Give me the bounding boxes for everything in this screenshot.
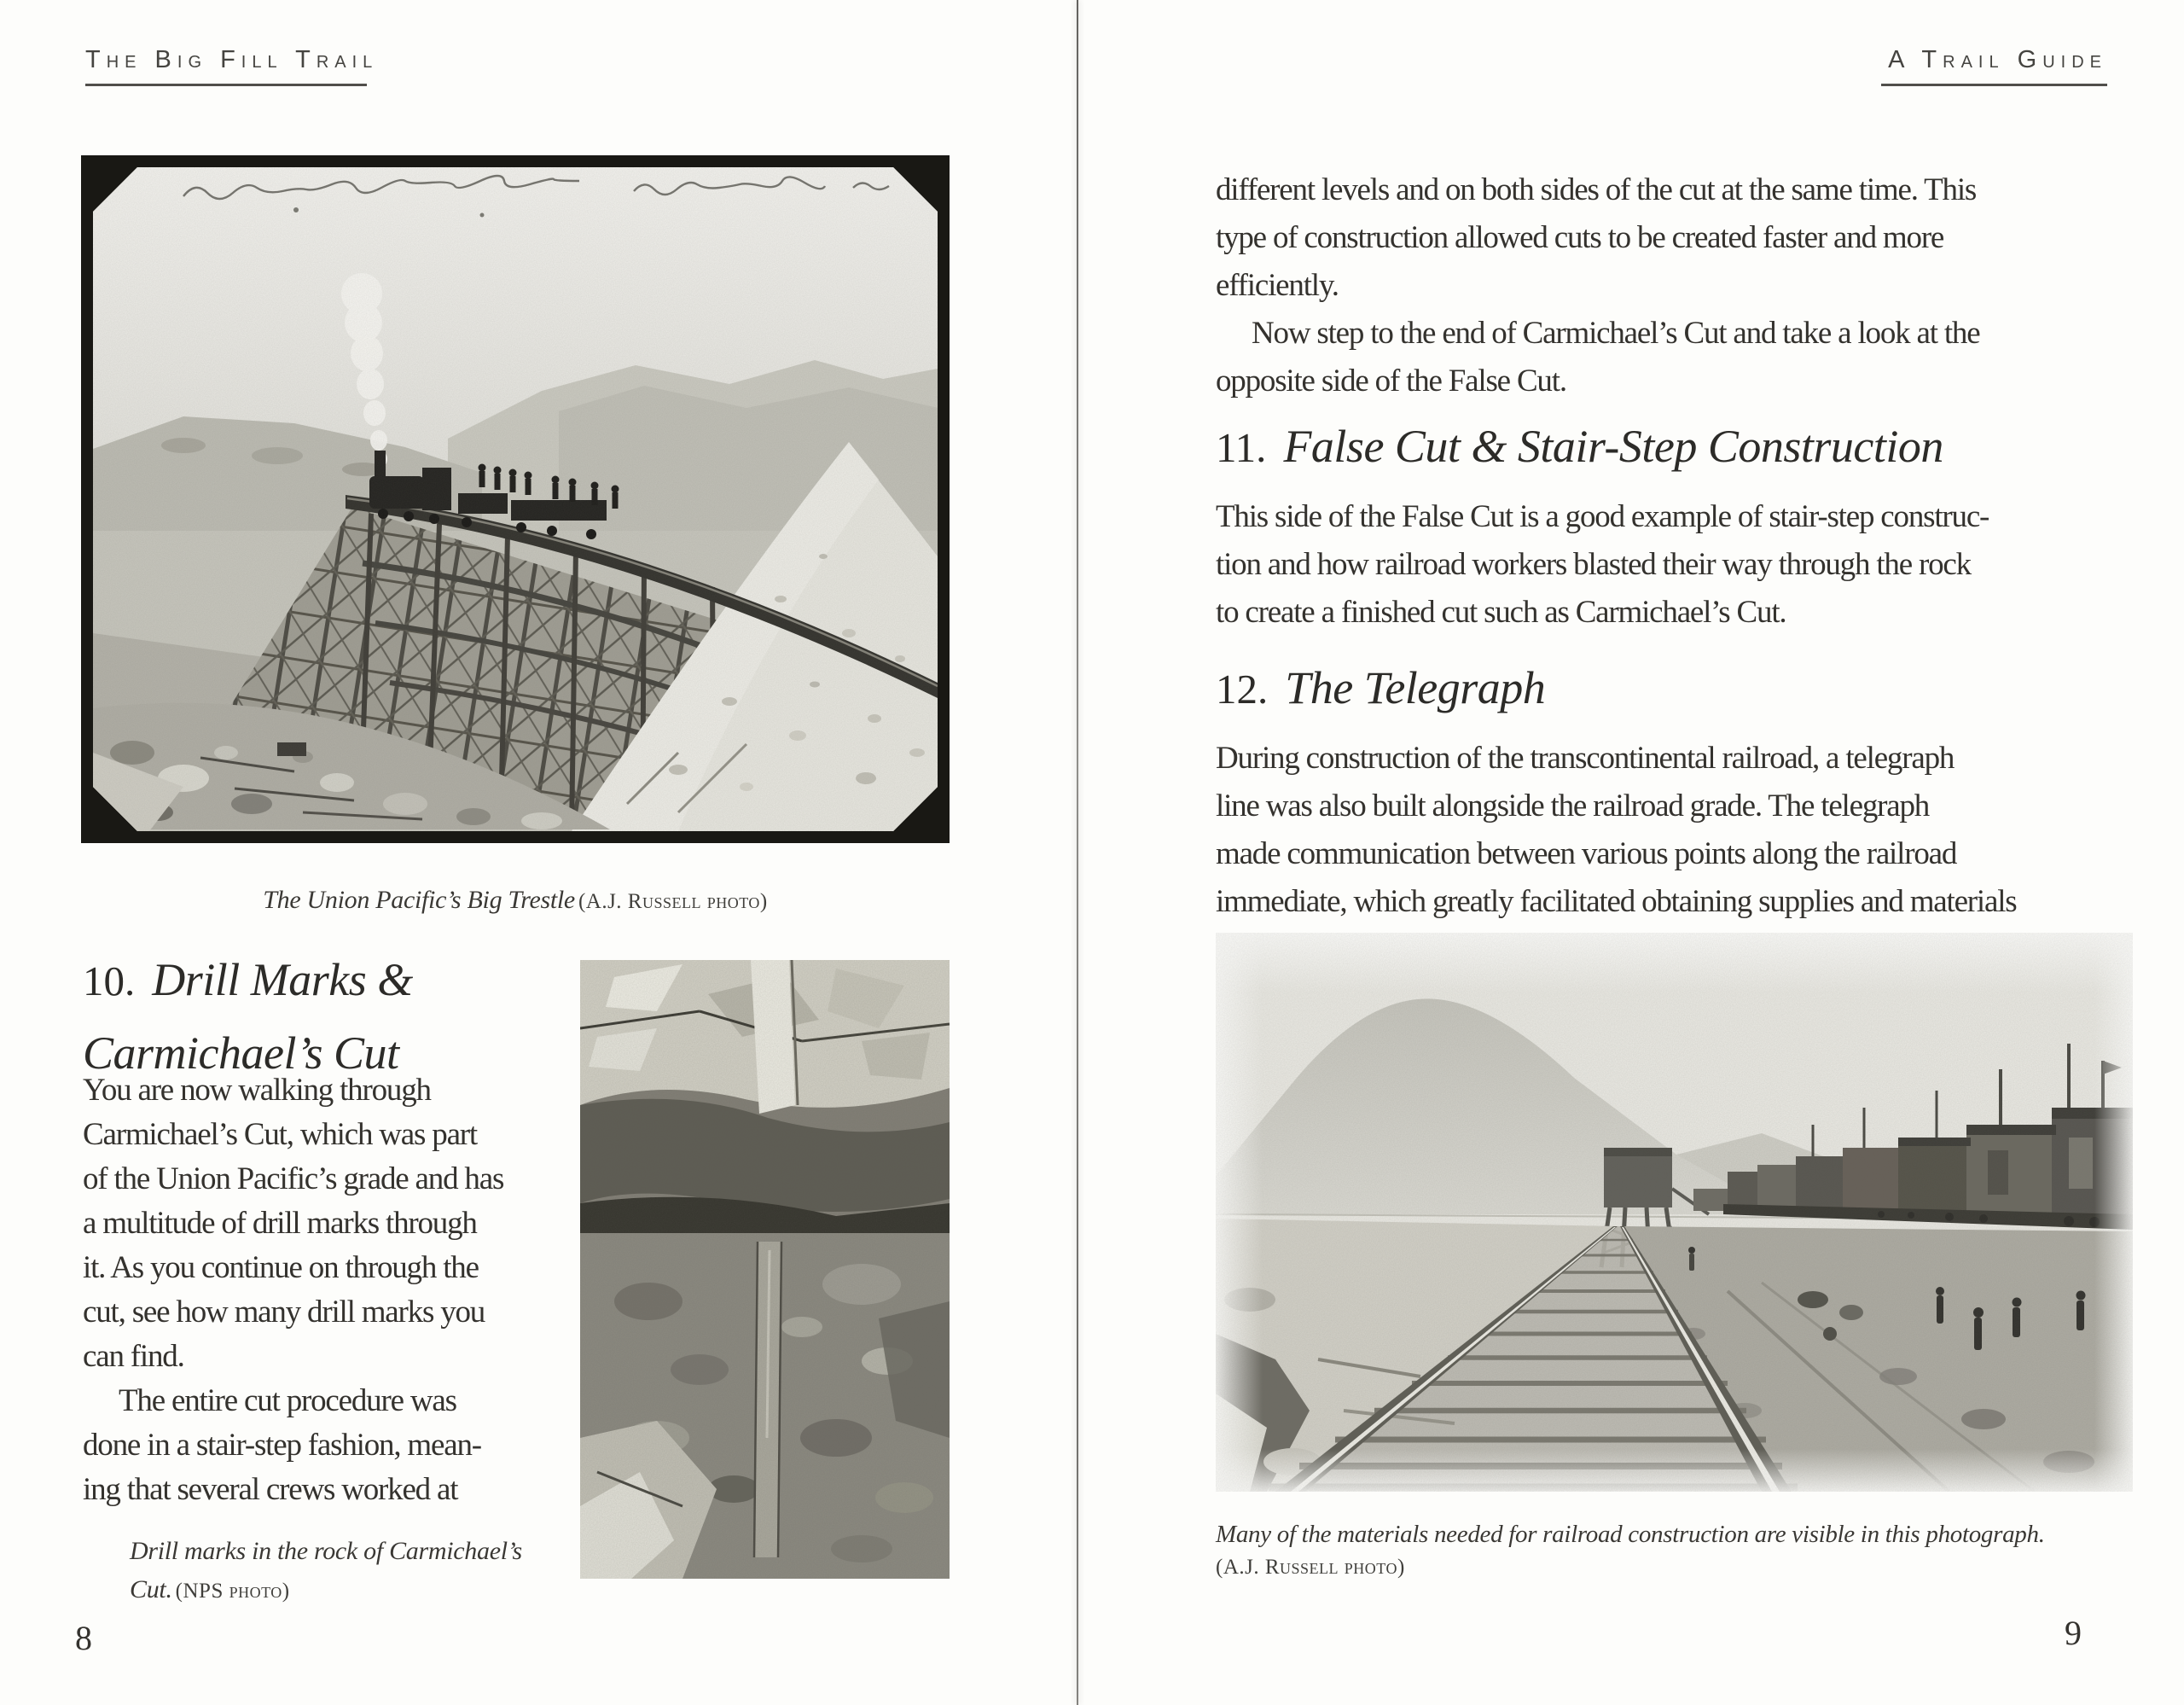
drill-caption (130, 1532, 522, 1613)
body-line: opposite side of the False Cut. (1216, 364, 1566, 399)
running-head-rule-left (85, 84, 367, 86)
body-line: can find. (83, 1339, 184, 1374)
section-12-number: 12. (1216, 666, 1269, 713)
trestle-caption-text: The Union Pacific’s Big Trestle (263, 886, 575, 914)
page-right (1077, 0, 2184, 1705)
section-10-title-line1: Drill Marks & (152, 954, 413, 1005)
running-head-left: The Big Fill Trail (85, 46, 379, 73)
drill-marks-photo-illustration (580, 960, 950, 1579)
page-left (0, 0, 1077, 1705)
body-line: line was also built alongside the railroad grade. The telegraph (1216, 788, 1930, 823)
body-line: a multitude of drill marks through (83, 1206, 477, 1241)
body-line: This side of the False Cut is a good example of stair-step construc- (1216, 499, 1989, 534)
trestle-photo (81, 155, 950, 843)
body-line: The entire cut procedure was (119, 1383, 456, 1418)
body-line: ing that several crews worked at (83, 1472, 458, 1507)
running-head-rule-right (1881, 84, 2107, 86)
section-11-title: False Cut & Stair-Step Construction (1283, 421, 1943, 472)
section-11-body (1216, 493, 1989, 637)
page-number-right: 9 (2065, 1614, 2082, 1652)
body-line: different levels and on both sides of the cut at the same time. This (1216, 172, 1977, 207)
section-10-number: 10. (83, 957, 136, 1004)
body-line: efficiently. (1216, 268, 1339, 303)
trestle-photo-illustration (81, 155, 950, 843)
drill-marks-photo (580, 960, 950, 1579)
section-12-heading (1216, 661, 1545, 714)
section-10-title-line2: Carmichael’s Cut (83, 1027, 399, 1079)
body-line: immediate, which greatly facilitated obtaining supplies and materials (1216, 884, 2017, 919)
body-line: cut, see how many drill marks you (83, 1295, 485, 1330)
body-line: You are now walking through (83, 1073, 431, 1108)
railroad-caption-credit: (A.J. Russell photo) (1216, 1556, 1405, 1579)
section-11-number: 11. (1216, 424, 1267, 471)
running-head-right: A Trail Guide (1888, 46, 2107, 73)
drill-caption-line1: Drill marks in the rock of Carmichael’s (130, 1537, 522, 1565)
body-line: type of construction allowed cuts to be created faster and more (1216, 220, 1944, 255)
section-10-body (83, 1068, 503, 1512)
body-line: of the Union Pacific’s grade and has (83, 1161, 504, 1196)
trestle-caption-credit: (A.J. Russell photo) (578, 890, 768, 913)
body-line: tion and how railroad workers blasted their way through the rock (1216, 547, 1971, 582)
railroad-photo (1216, 933, 2133, 1492)
drill-caption-line2: Cut. (130, 1575, 172, 1603)
body-line: During construction of the transcontinental railroad, a telegraph (1216, 741, 1955, 776)
body-line: Carmichael’s Cut, which was part (83, 1117, 478, 1152)
railroad-caption (1216, 1521, 2045, 1580)
section-11-heading (1216, 420, 1943, 473)
section-12-body (1216, 735, 2017, 926)
drill-caption-credit: (NPS photo) (175, 1580, 290, 1603)
railroad-caption-text: Many of the materials needed for railroad construction are visible in this photograph. (1216, 1521, 2045, 1548)
body-line: to create a finished cut such as Carmichael’s Cut. (1216, 595, 1786, 630)
section-10-heading (83, 949, 413, 1084)
section-12-title: The Telegraph (1285, 662, 1546, 713)
intro-paragraphs (1216, 166, 1979, 405)
page-number-left: 8 (75, 1619, 92, 1657)
body-line: made communication between various points along the railroad (1216, 836, 1957, 871)
railroad-photo-illustration (1216, 933, 2133, 1492)
trestle-caption (81, 886, 950, 915)
body-line: Now step to the end of Carmichael’s Cut and take a look at the (1252, 316, 1980, 351)
body-line: done in a stair-step fashion, mean- (83, 1428, 481, 1463)
body-line: it. As you continue on through the (83, 1250, 479, 1285)
